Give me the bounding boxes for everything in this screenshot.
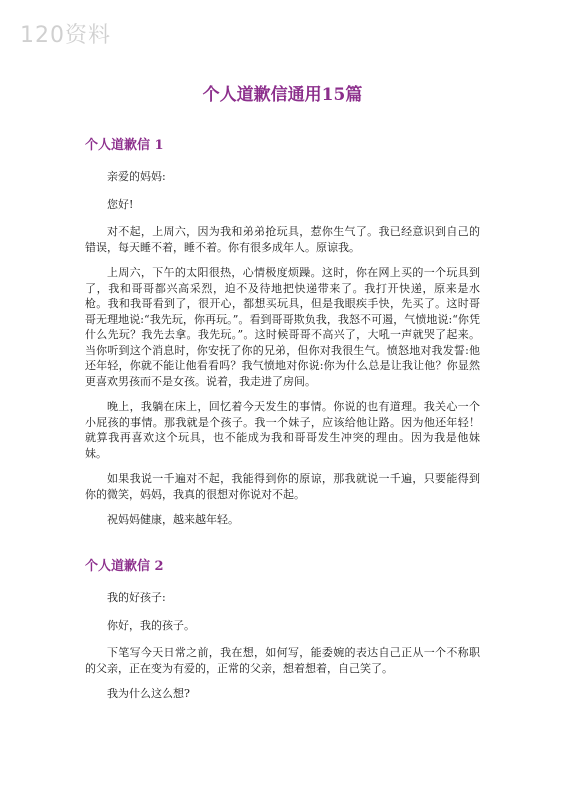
section-heading: 个人道歉信 2 — [85, 559, 164, 574]
section-1 — [85, 137, 480, 538]
paragraph: 晚上，我躺在床上，回忆着今天发生的事情。你说的也有道理。我关心一个小屁孩的事情。那我就是个孩子。我一个妹子，应该给他让路。因为他还年轻！就算我再喜欢这个玩具，也不能成为我和哥哥发生冲突的理由。因为我是他妹妹。 — [85, 400, 480, 460]
paragraph: 我的好孩子: — [107, 591, 166, 604]
paragraph: 上周六，下午的太阳很热，心情极度烦躁。这时，你在网上买的一个玩具到了，我和哥哥都兴高采烈，迫不及待地把快递带来了。我打开快递，原来是水枪。我和我哥看到了，很开心，都想买玩具，但是我眼疾手快，先买了。这时哥哥无理地说:“我先玩，你再玩。”。看到哥哥欺负我，我怒不可遏，气愤地说:“你凭什么先玩？我先去拿。我先玩。”。这时候哥哥不高兴了，大吼一声就哭了起来。当你听到这个消息时，你安抚了你的兄弟，但你对我很生气。愤怒地对我发誓:他还年轻，你就不能让他看看吗？我气愤地对你说:你为什么总是让我让他？你显然更喜欢男孩而不是女孩。说着，我走进了房间。 — [85, 266, 480, 388]
paragraph: 对不起，上周六，因为我和弟弟抢玩具，惹你生气了。我已经意识到自己的错误，每天睡不着，睡不着。你有很多成年人。原谅我。 — [85, 225, 480, 254]
section-2 — [85, 558, 480, 712]
paragraph: 下笔写今天日常之前，我在想，如何写，能委婉的表达自己正从一个不称职的父亲，正在变为有爱的，正常的父亲，想着想着，自己笑了。 — [85, 646, 480, 675]
document-title: 个人道歉信通用15篇 — [202, 85, 363, 105]
paragraph: 如果我说一千遍对不起，我能得到你的原谅，那我就说一千遍，只要能得到你的微笑，妈妈，我真的很想对你说对不起。 — [85, 472, 480, 501]
paragraph: 亲爱的妈妈: — [107, 170, 166, 183]
watermark-logo: 120资料 — [20, 23, 111, 48]
paragraph: 你好，我的孩子。 — [107, 618, 195, 632]
paragraph: 您好! — [107, 197, 134, 211]
paragraph: 我为什么这么想? — [107, 687, 190, 700]
paragraph: 祝妈妈健康，越来越年轻。 — [107, 513, 239, 526]
section-heading: 个人道歉信 1 — [85, 138, 164, 153]
